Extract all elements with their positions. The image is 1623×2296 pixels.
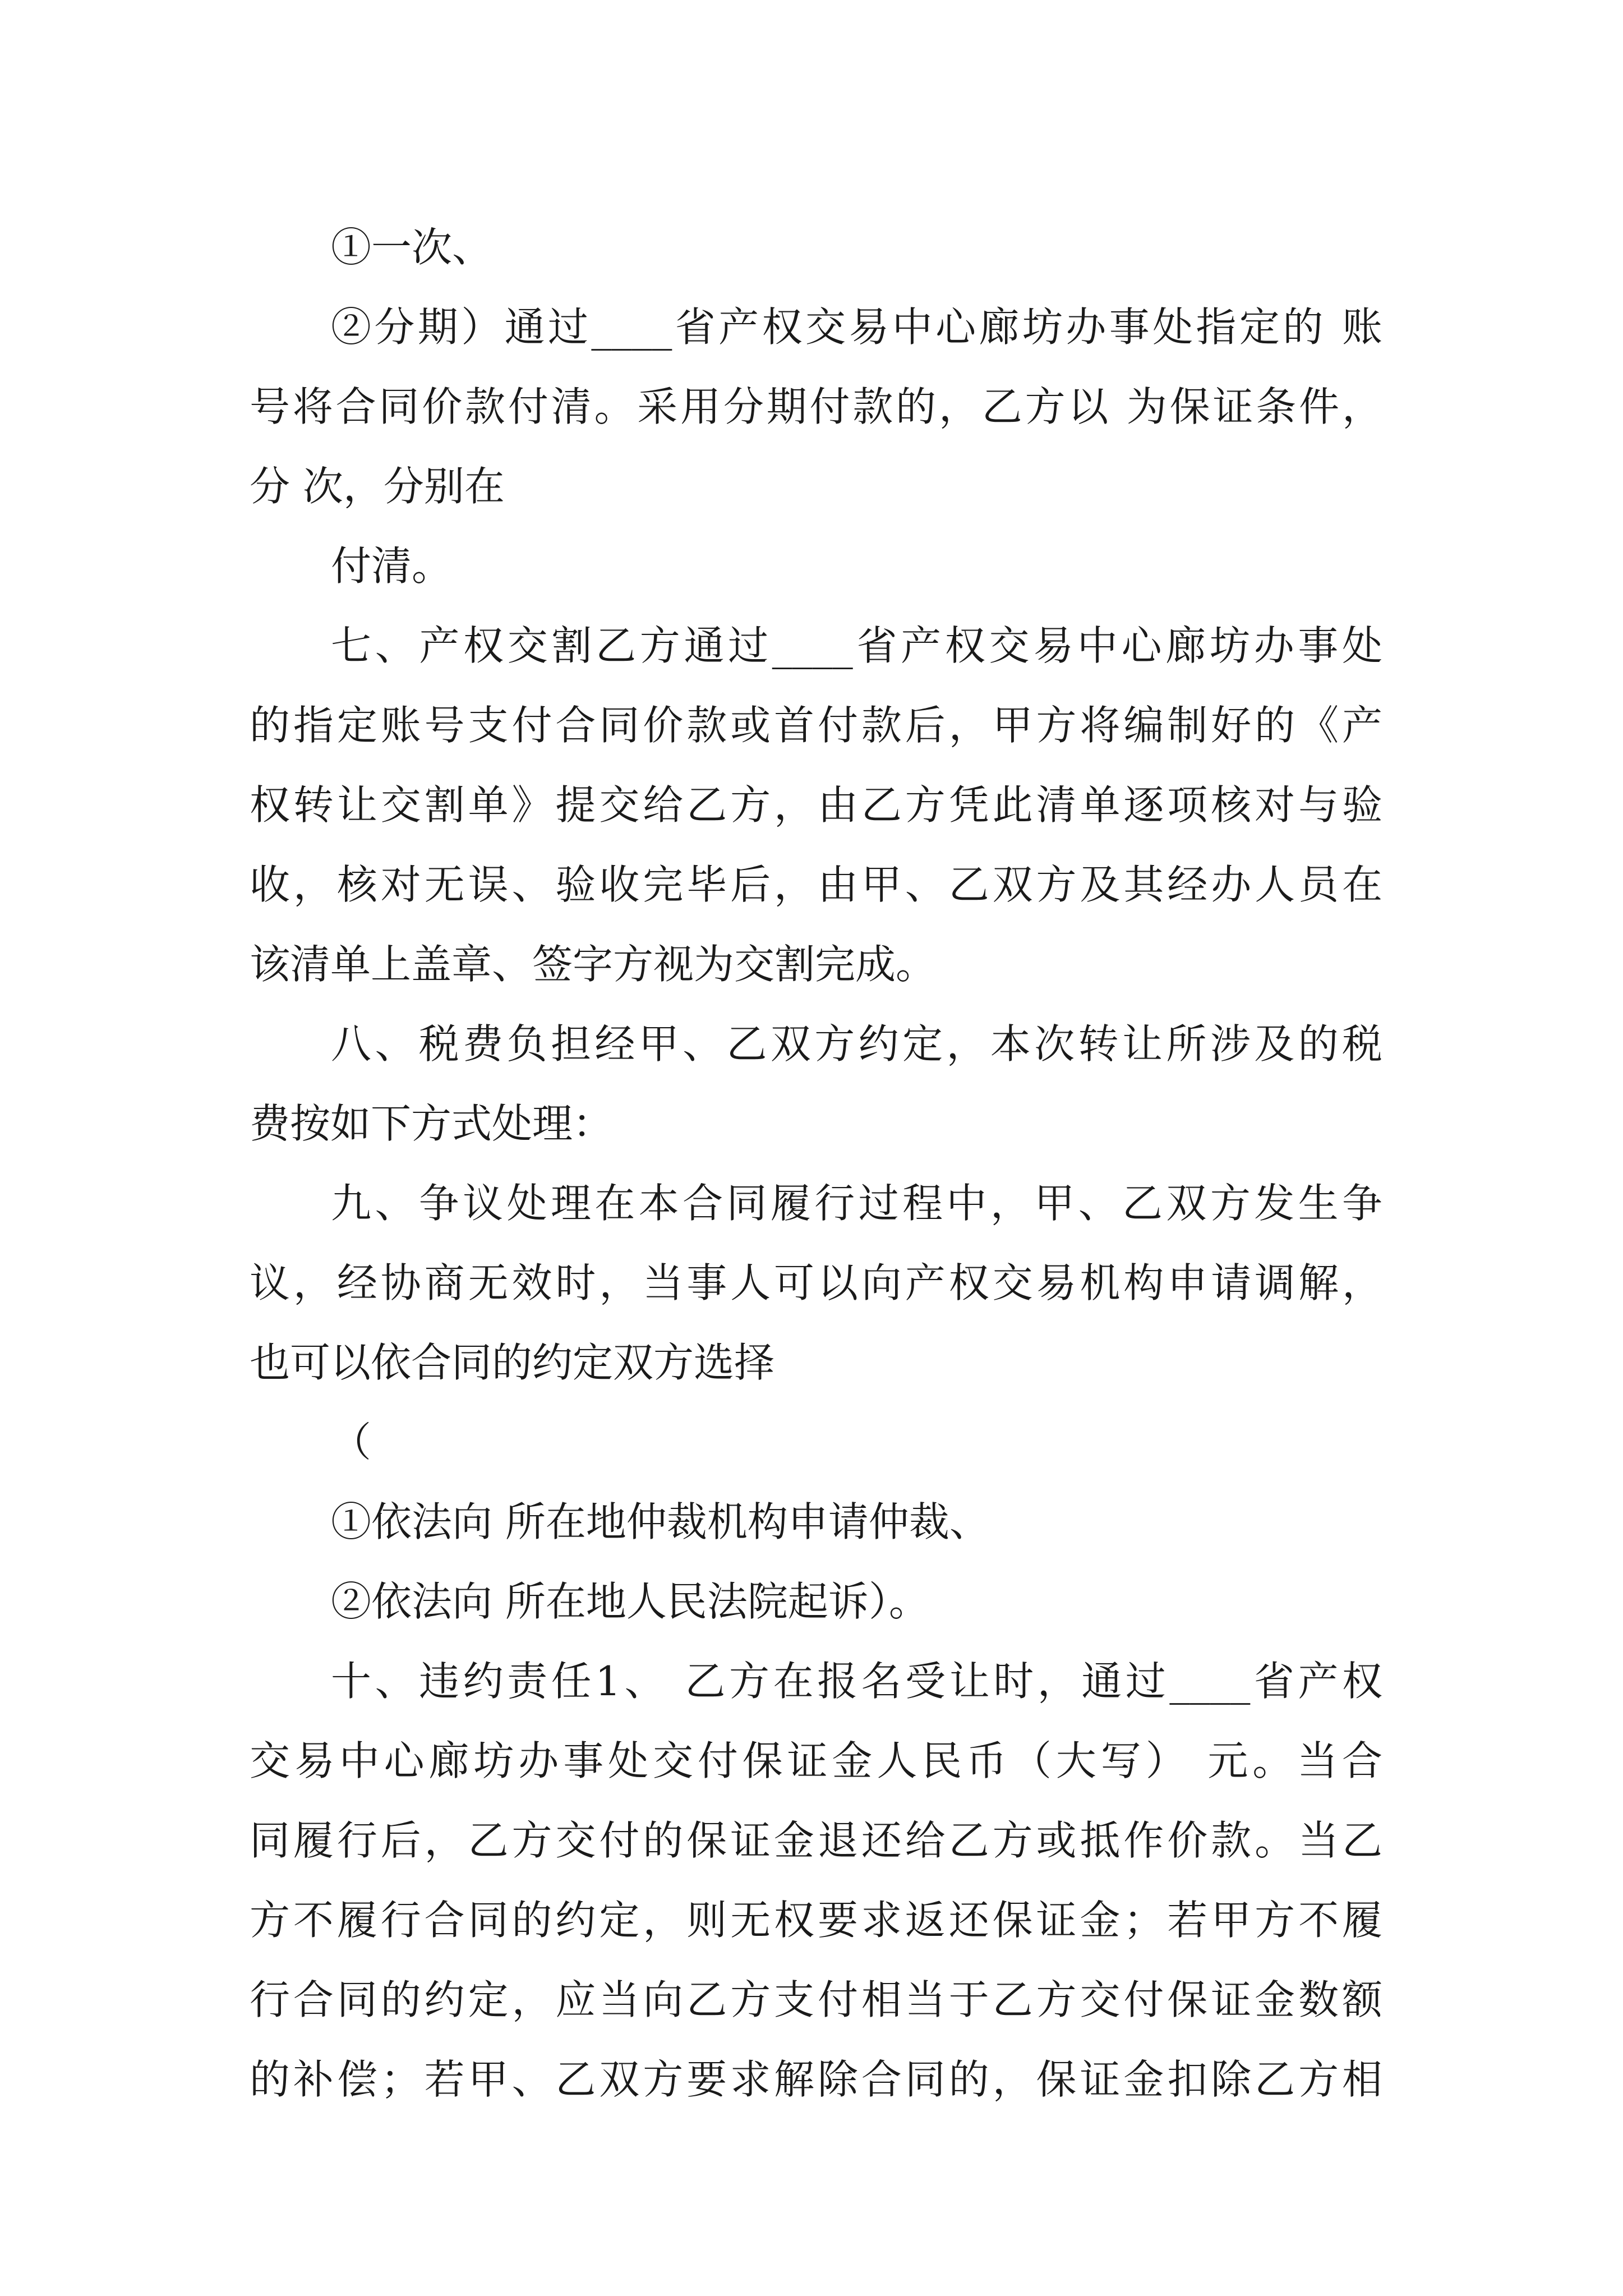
- text-line: 费按如下方式处理：: [250, 1100, 614, 1147]
- text-line: 也可以依合同的约定双方选择: [250, 1339, 775, 1386]
- text-line: ①一次、: [331, 224, 493, 271]
- text-line: 分 次，分别在: [250, 463, 505, 510]
- text-line: 的补偿；若甲、乙双方要求解除合同的，保证金扣除乙方相: [250, 2056, 1382, 2103]
- text-line: ①依法向 所在地仲裁机构申请仲裁、: [331, 1498, 990, 1545]
- text-line: 十、违约责任1、 乙方在报名受让时，通过____省产权: [331, 1658, 1382, 1705]
- text-line: 付清。: [331, 542, 453, 590]
- text-line: 权转让交割单》提交给乙方，由乙方凭此清单逐项核对与验: [250, 781, 1382, 829]
- text-line: 九、争议处理在本合同履行过程中，甲、乙双方发生争: [331, 1180, 1382, 1227]
- text-line: 方不履行合同的约定，则无权要求返还保证金；若甲方不履: [250, 1897, 1382, 1944]
- document-body: [250, 208, 1382, 2119]
- text-line: 同履行后，乙方交付的保证金退还给乙方或抵作价款。当乙: [250, 1817, 1382, 1864]
- text-line: 号将合同价款付清。采用分期付款的，乙方以 为保证条件，: [250, 383, 1382, 430]
- text-line: 该清单上盖章、签字方视为交割完成。: [250, 941, 937, 988]
- text-line: ②分期）通过____省产权交易中心廊坊办事处指定的 账: [331, 303, 1382, 351]
- text-line: 的指定账号支付合同价款或首付款后，甲方将编制好的《产: [250, 702, 1382, 749]
- text-line: 行合同的约定，应当向乙方支付相当于乙方交付保证金数额: [250, 1976, 1382, 2023]
- text-line: ②依法向 所在地人民法院起诉）。: [331, 1578, 929, 1625]
- text-line: 议，经协商无效时，当事人可以向产权交易机构申请调解，: [250, 1259, 1382, 1306]
- text-line: 八、税费负担经甲、乙双方约定，本次转让所涉及的税: [331, 1020, 1382, 1068]
- text-line: 收，核对无误、验收完毕后，由甲、乙双方及其经办人员在: [250, 861, 1382, 908]
- text-line: 交易中心廊坊办事处交付保证金人民币（大写） 元。当合: [250, 1737, 1382, 1784]
- text-line: （: [331, 1419, 372, 1466]
- text-line: 七、产权交割乙方通过____省产权交易中心廊坊办事处: [331, 622, 1382, 669]
